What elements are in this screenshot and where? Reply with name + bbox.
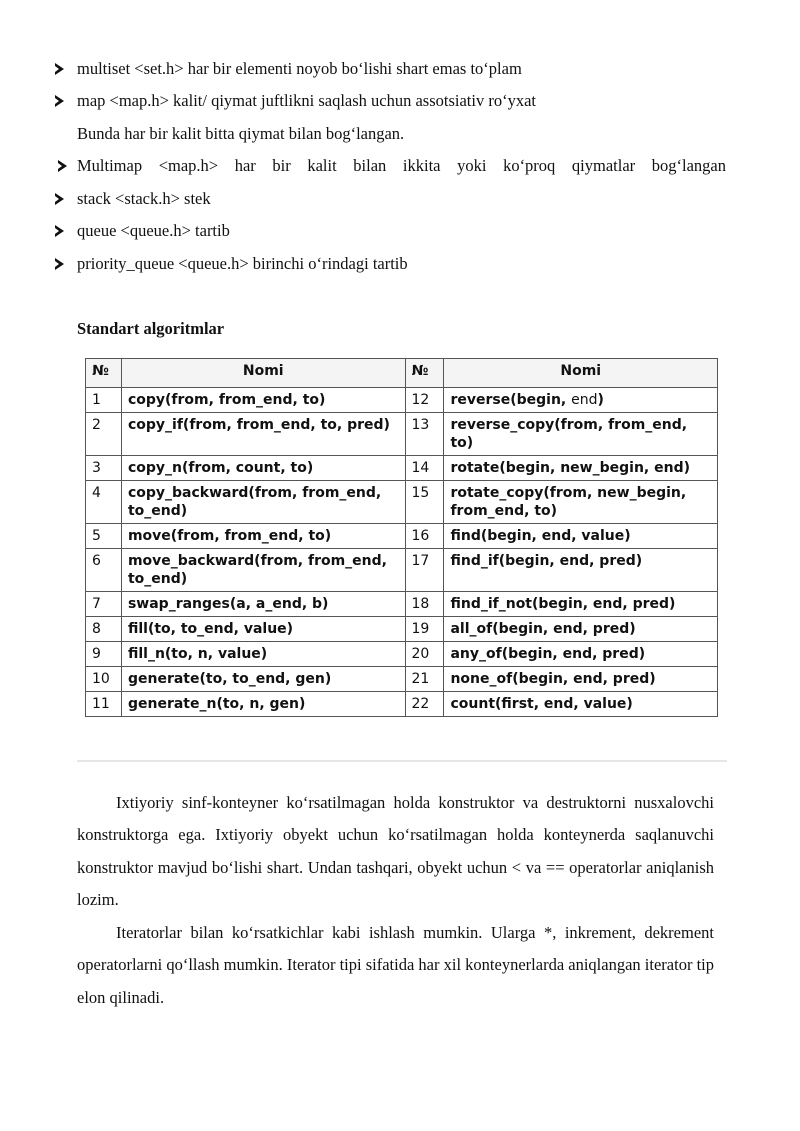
row-number-right: 16 xyxy=(405,524,444,549)
bullet-queue: queue <queue.h> tartib xyxy=(77,221,230,240)
row-number-right: 15 xyxy=(405,481,444,524)
arrow-bullet-icon xyxy=(55,225,64,237)
table-row xyxy=(86,388,718,413)
row-number-left: 3 xyxy=(86,456,122,481)
bullet-map: map <map.h> kalit/ qiymat juftlikni saqlash uchun assotsiativ ro‘yxat xyxy=(77,91,536,110)
table-row xyxy=(86,592,718,617)
row-name-right: reverse_copy(from, from_end, to) xyxy=(444,413,718,456)
row-name-left: swap_ranges(a, a_end, b) xyxy=(121,592,405,617)
algorithms-table xyxy=(85,358,718,717)
row-number-left: 4 xyxy=(86,481,122,524)
table-header-row xyxy=(86,359,718,388)
row-name-right: rotate(begin, new_begin, end) xyxy=(444,456,718,481)
row-number-left: 11 xyxy=(86,692,122,717)
row-name-right: none_of(begin, end, pred) xyxy=(444,667,718,692)
row-number-right: 19 xyxy=(405,617,444,642)
header-name-right: Nomi xyxy=(444,359,718,388)
row-number-right: 14 xyxy=(405,456,444,481)
table-row xyxy=(86,549,718,592)
row-name-left: copy(from, from_end, to) xyxy=(121,388,405,413)
table-row xyxy=(86,642,718,667)
arrow-bullet-icon xyxy=(58,160,67,172)
row-number-left: 7 xyxy=(86,592,122,617)
row-number-left: 1 xyxy=(86,388,122,413)
row-name-left: fill_n(to, n, value) xyxy=(121,642,405,667)
row-number-left: 2 xyxy=(86,413,122,456)
header-number-left: № xyxy=(86,359,122,388)
row-number-right: 17 xyxy=(405,549,444,592)
row-name-left: move(from, from_end, to) xyxy=(121,524,405,549)
row-name-right: all_of(begin, end, pred) xyxy=(444,617,718,642)
table-row xyxy=(86,413,718,456)
row-name-right: reverse(begin, end) xyxy=(444,388,718,413)
row-number-right: 18 xyxy=(405,592,444,617)
paragraph-containers: Ixtiyoriy sinf-konteyner ko‘rsatilmagan holda konstruktor va destruktorni nusxalovchi konstruktorga ega. Ixtiyoriy obyekt uchun ko‘rsatilmagan holda konteynerda saqlanuvchi konstruktor mavjud bo‘lishi shart. Undan tashqari, obyekt uchun < va == operatorlar aniqlanish lozim. xyxy=(77,793,714,909)
arrow-bullet-icon xyxy=(55,95,64,107)
table-bottom-rule xyxy=(77,760,727,762)
table-row xyxy=(86,667,718,692)
row-number-right: 13 xyxy=(405,413,444,456)
row-name-left: generate(to, to_end, gen) xyxy=(121,667,405,692)
header-name-left: Nomi xyxy=(121,359,405,388)
row-number-left: 9 xyxy=(86,642,122,667)
row-number-left: 5 xyxy=(86,524,122,549)
row-name-left: fill(to, to_end, value) xyxy=(121,617,405,642)
arrow-bullet-icon xyxy=(55,63,64,75)
row-number-right: 20 xyxy=(405,642,444,667)
bullet-priority-queue: priority_queue <queue.h> birinchi o‘rindagi tartib xyxy=(77,254,408,273)
row-name-right: find(begin, end, value) xyxy=(444,524,718,549)
table-row xyxy=(86,692,718,717)
arrow-bullet-icon xyxy=(55,258,64,270)
row-number-left: 8 xyxy=(86,617,122,642)
row-number-right: 22 xyxy=(405,692,444,717)
row-name-left: copy_backward(from, from_end, to_end) xyxy=(121,481,405,524)
section-heading: Standart algoritmlar xyxy=(77,319,225,338)
paragraph-iterators: Iteratorlar bilan ko‘rsatkichlar kabi ishlash mumkin. Ularga *, inkrement, dekrement operatorlarni qo‘llash mumkin. Iterator tipi sifatida har xil konteynerlarda aniqlangan iterator tip elon qilinadi. xyxy=(77,923,714,1007)
arrow-bullet-icon xyxy=(55,193,64,205)
bullet-stack: stack <stack.h> stek xyxy=(77,189,211,208)
header-number-right: № xyxy=(405,359,444,388)
row-name-right: find_if(begin, end, pred) xyxy=(444,549,718,592)
row-number-left: 6 xyxy=(86,549,122,592)
table-row xyxy=(86,617,718,642)
table-row xyxy=(86,456,718,481)
table-row xyxy=(86,481,718,524)
row-name-right: rotate_copy(from, new_begin, from_end, to) xyxy=(444,481,718,524)
row-name-left: copy_if(from, from_end, to, pred) xyxy=(121,413,405,456)
table-row xyxy=(86,524,718,549)
row-name-right: find_if_not(begin, end, pred) xyxy=(444,592,718,617)
row-name-left: move_backward(from, from_end, to_end) xyxy=(121,549,405,592)
row-name-left: generate_n(to, n, gen) xyxy=(121,692,405,717)
param-end-text: end xyxy=(571,392,598,408)
bullet-multimap: Multimap <map.h> har bir kalit bilan ikkita yoki ko‘proq qiymatlar bog‘langan xyxy=(77,156,726,175)
row-number-right: 12 xyxy=(405,388,444,413)
row-name-left: copy_n(from, count, to) xyxy=(121,456,405,481)
bullet-multiset: multiset <set.h> har bir elementi noyob bo‘lishi shart emas to‘plam xyxy=(77,59,522,78)
row-number-left: 10 xyxy=(86,667,122,692)
bullet-map-continuation: Bunda har bir kalit bitta qiymat bilan bog‘langan. xyxy=(77,124,405,143)
row-number-right: 21 xyxy=(405,667,444,692)
row-name-right: any_of(begin, end, pred) xyxy=(444,642,718,667)
row-name-right: count(first, end, value) xyxy=(444,692,718,717)
